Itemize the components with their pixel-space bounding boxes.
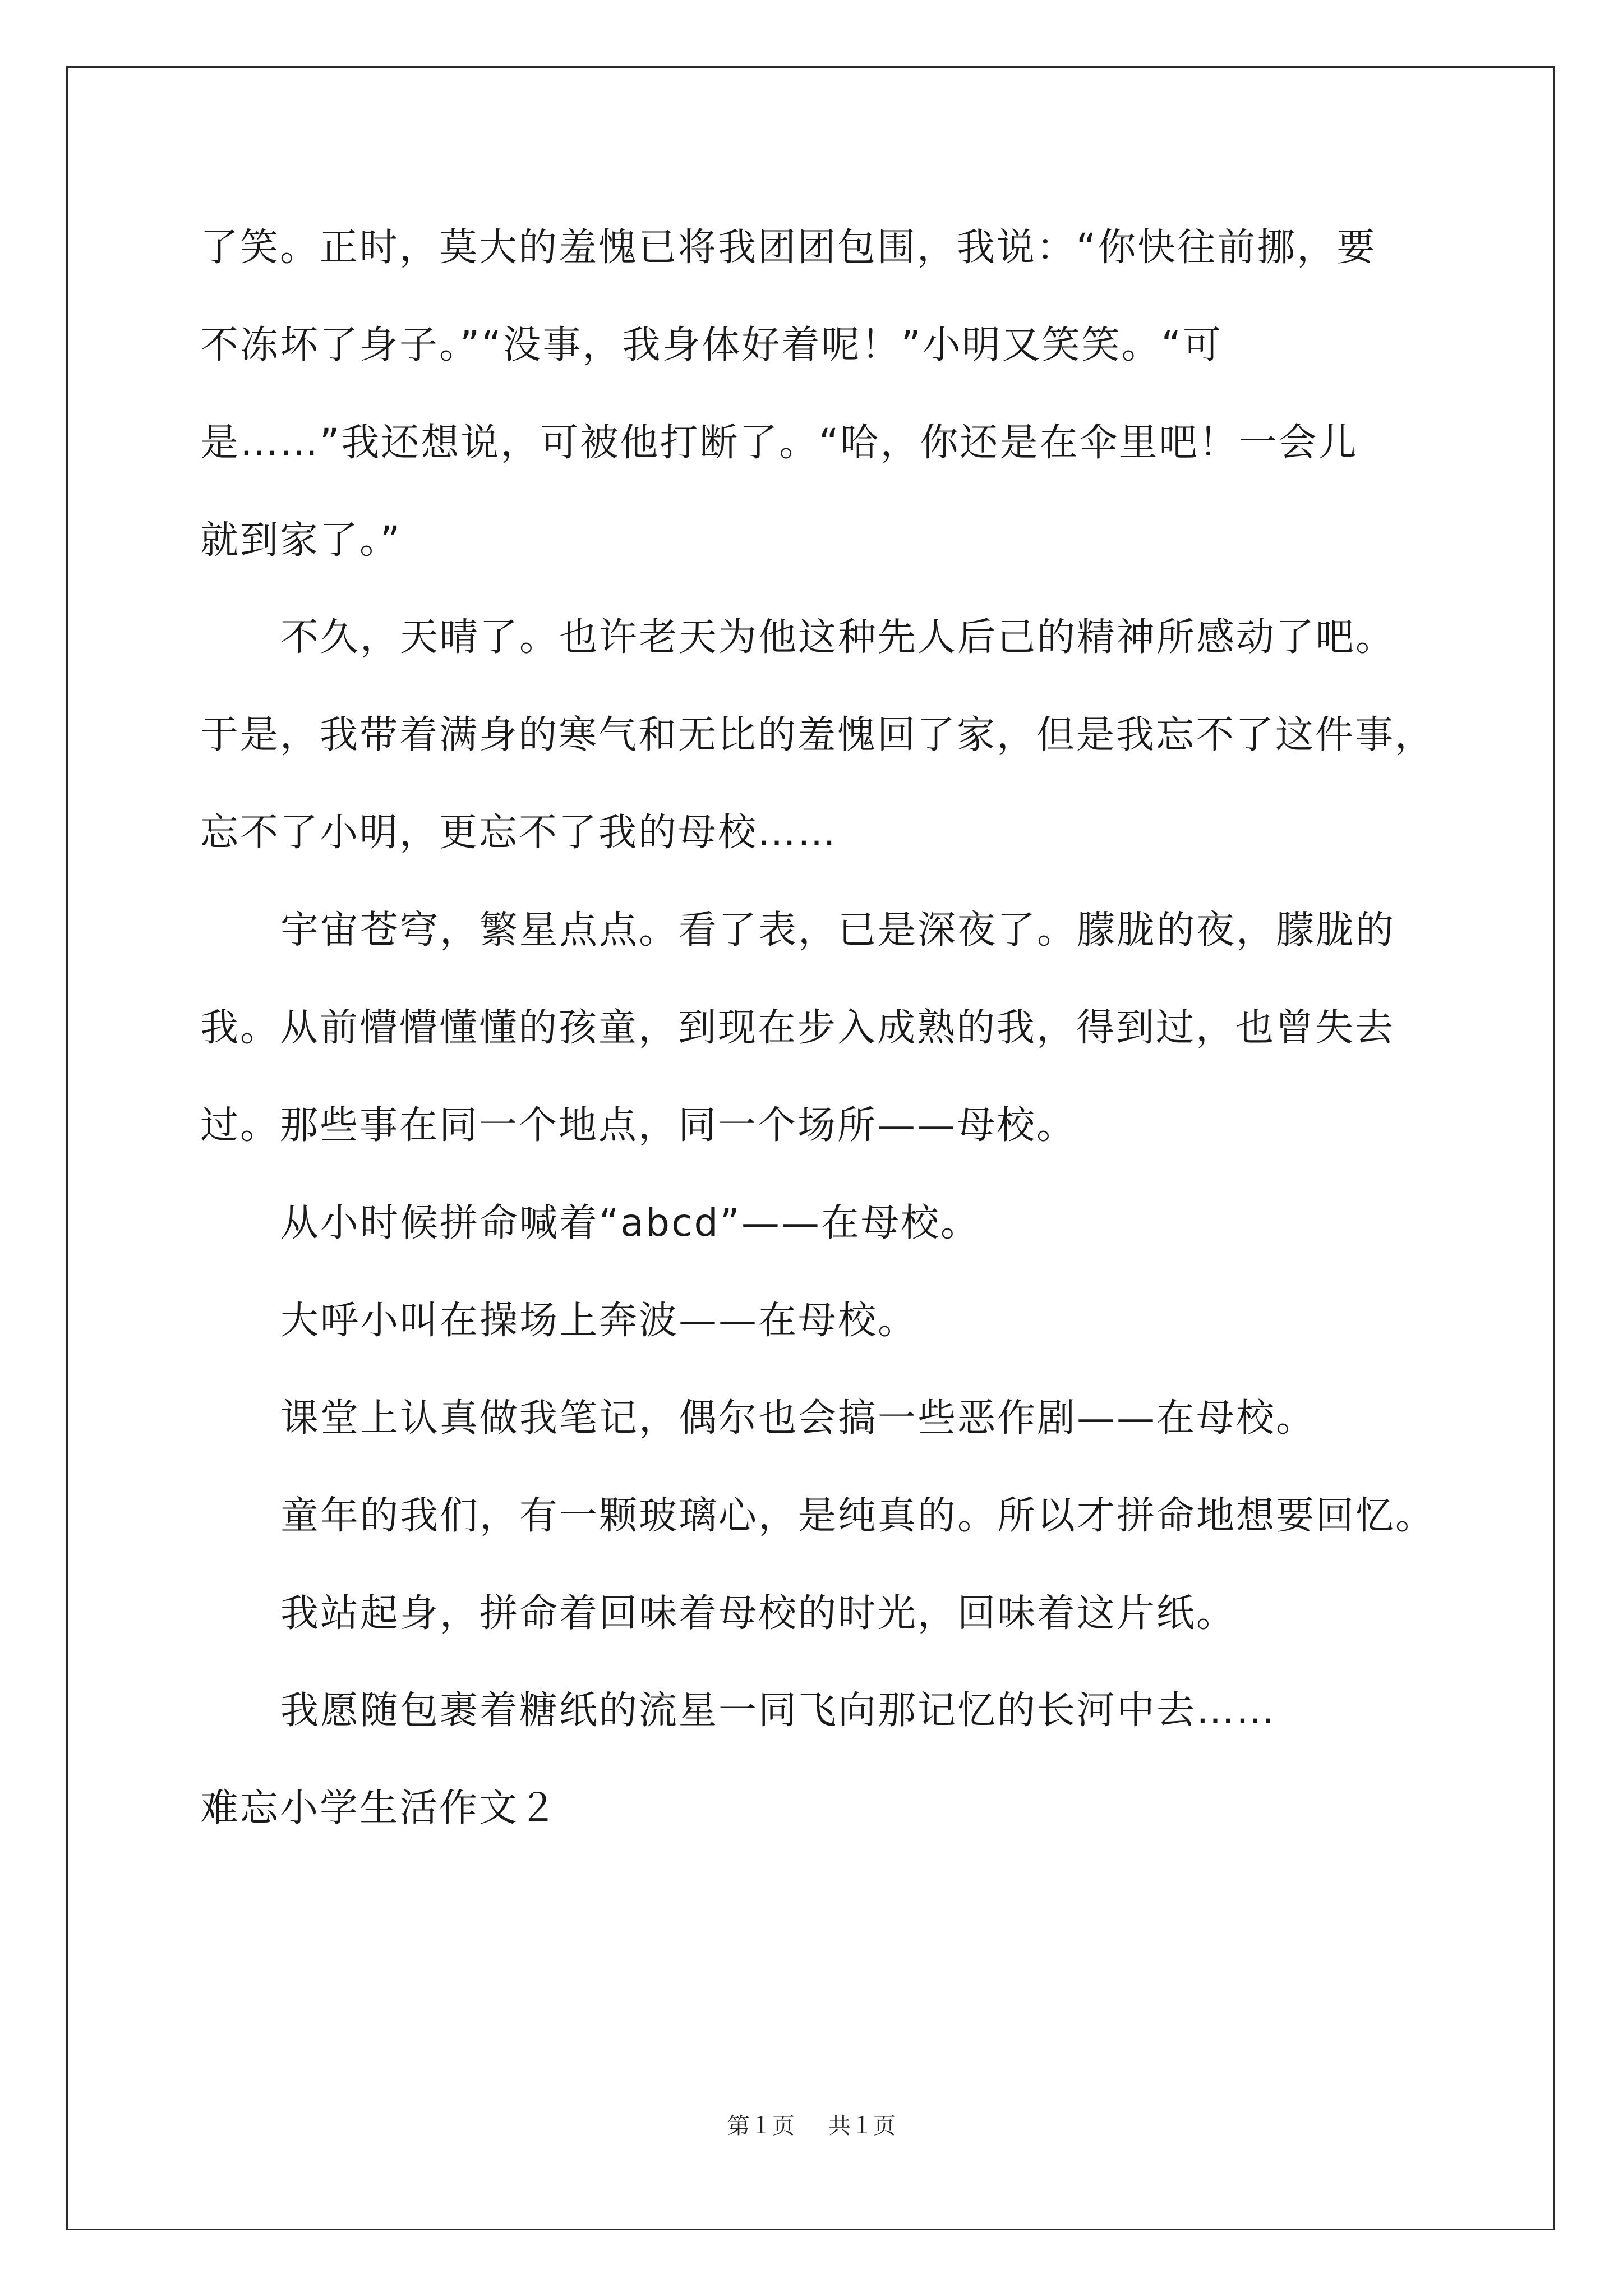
text-line: 忘不了小明，更忘不了我的母校…… bbox=[200, 811, 838, 855]
text-line: 我。从前懵懵懂懂的孩童，到现在步入成熟的我，得到过，也曾失去 bbox=[200, 1006, 1395, 1050]
page-number: 第１页 bbox=[727, 2113, 795, 2139]
text-line: 就到家了。” bbox=[200, 518, 402, 563]
text-line: 过。那些事在同一个地点，同一个场所——母校。 bbox=[200, 1103, 1077, 1148]
section-heading: 难忘小学生活作文２ bbox=[200, 1786, 559, 1830]
text-line: 不冻坏了身子。”“没事，我身体好着呢！”小明又笑笑。“可 bbox=[200, 323, 1223, 367]
text-line: 不久，天晴了。也许老天为他这种先人后己的精神所感动了吧。 bbox=[280, 615, 1396, 660]
text-line: 我站起身，拼命着回味着母校的时光，回味着这片纸。 bbox=[280, 1591, 1237, 1636]
text-line: 于是，我带着满身的寒气和无比的羞愧回了家，但是我忘不了这件事， bbox=[200, 713, 1435, 757]
text-line: 宇宙苍穹，繁星点点。看了表，已是深夜了。朦胧的夜，朦胧的 bbox=[280, 908, 1396, 953]
text-line: 大呼小叫在操场上奔波——在母校。 bbox=[280, 1299, 918, 1343]
text-line: 课堂上认真做我笔记，偶尔也会搞一些恶作剧——在母校。 bbox=[280, 1396, 1316, 1441]
page-footer bbox=[0, 2112, 1623, 2140]
text-line: 童年的我们，有一颗玻璃心，是纯真的。所以才拼命地想要回忆。 bbox=[280, 1494, 1436, 1538]
text-line: 从小时候拼命喊着“abcd”——在母校。 bbox=[280, 1201, 980, 1245]
text-line: 是……”我还想说，可被他打断了。“哈，你还是在伞里吧！一会儿 bbox=[200, 421, 1358, 465]
page-total: 共１页 bbox=[828, 2113, 896, 2139]
text-line: 我愿随包裹着糖纸的流星一同飞向那记忆的长河中去…… bbox=[280, 1688, 1276, 1733]
text-line: 了笑。正时，莫大的羞愧已将我团团包围，我说：“你快往前挪，要 bbox=[200, 226, 1377, 270]
